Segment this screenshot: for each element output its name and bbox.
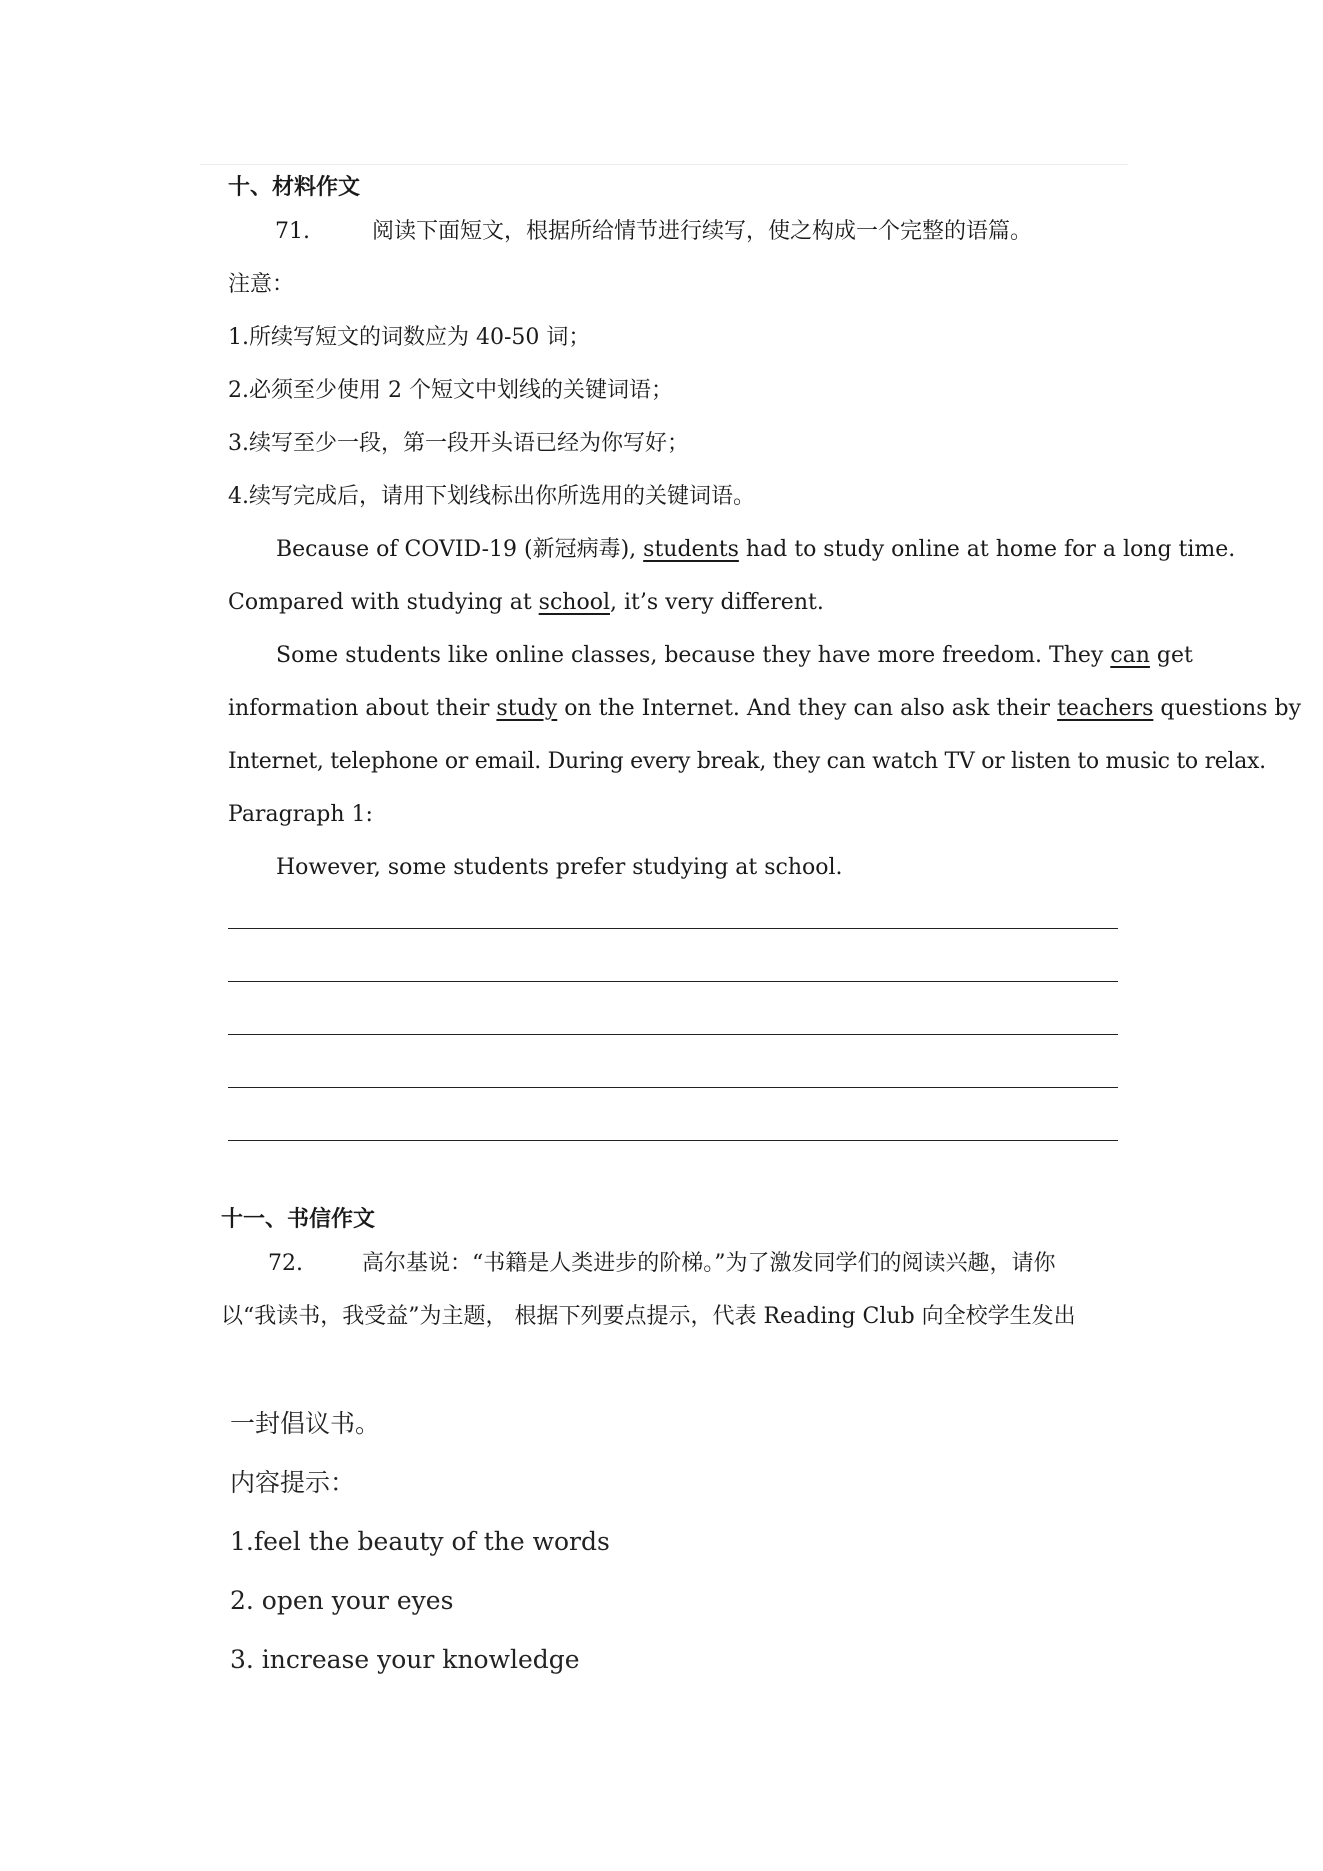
answer-line-5[interactable] [228, 1140, 1118, 1141]
answer-line-4[interactable] [228, 1087, 1118, 1088]
passage-paragraph-2-line-3: Internet, telephone or email. During every break, they can watch TV or listen to music to relax. [228, 749, 1266, 774]
answer-line-1[interactable] [228, 928, 1118, 929]
note-label: 注意： [228, 272, 295, 297]
passage-text: questions by [1153, 696, 1302, 721]
paragraph-starter: However, some students prefer studying at school. [276, 855, 843, 880]
answer-line-3[interactable] [228, 1034, 1118, 1035]
passage-paragraph-2-line-1 [276, 641, 1193, 671]
question-prompt-line-2: 以“我读书，我受益”为主题， 根据下列要点提示，代表 Reading Club 向全校学生发出 [221, 1304, 1076, 1329]
passage-text: on the Internet. And they can also ask their [557, 696, 1058, 721]
passage-paragraph-1-line-1 [276, 535, 1235, 565]
hint-item-1: 1.feel the beauty of the words [230, 1527, 610, 1556]
passage-text: , it’s very different. [609, 590, 824, 615]
hint-item-2: 2. open your eyes [230, 1586, 454, 1615]
question-number-71: 71. [275, 219, 310, 244]
note-item-2: 2.必须至少使用 2 个短文中划线的关键词语； [228, 378, 673, 403]
passage-text: information about their [228, 696, 497, 721]
passage-text: Compared with studying at [228, 590, 539, 615]
question-number-72: 72. [268, 1251, 303, 1276]
question-prompt-line-1: 高尔基说：“书籍是人类进步的阶梯。”为了激发同学们的阅读兴趣，请你 [362, 1251, 1056, 1276]
keyword-school: school [538, 590, 610, 615]
question-instruction-71: 阅读下面短文，根据所给情节进行续写，使之构成一个完整的语篇。 [372, 219, 1033, 244]
note-item-4: 4.续写完成后，请用下划线标出你所选用的关键词语。 [228, 484, 755, 509]
paragraph-label: Paragraph 1: [228, 802, 373, 827]
answer-line-2[interactable] [228, 981, 1118, 982]
note-item-1: 1.所续写短文的词数应为 40-50 词； [228, 325, 591, 350]
keyword-students: students [643, 537, 739, 562]
hint-item-3: 3. increase your knowledge [230, 1645, 580, 1674]
passage-text: Some students like online classes, because they have more freedom. They [276, 643, 1111, 668]
top-divider [200, 164, 1128, 165]
passage-paragraph-2-line-2 [228, 694, 1301, 724]
hint-label: 内容提示： [230, 1468, 356, 1497]
passage-text: get [1149, 643, 1193, 668]
keyword-study: study [496, 696, 558, 721]
section-heading-letter-essay: 十一、书信作文 [221, 1206, 376, 1232]
passage-text: had to study online at home for a long time. [738, 537, 1236, 562]
passage-paragraph-1-line-2 [228, 588, 824, 618]
note-item-3: 3.续写至少一段，第一段开头语已经为你写好； [228, 431, 689, 456]
section-heading-material-essay: 十、材料作文 [228, 174, 361, 200]
keyword-can: can [1110, 643, 1150, 668]
question-prompt-line-3: 一封倡议书。 [230, 1409, 381, 1438]
keyword-teachers: teachers [1057, 696, 1154, 721]
passage-text: Because of COVID-19 (新冠病毒), [276, 537, 644, 562]
